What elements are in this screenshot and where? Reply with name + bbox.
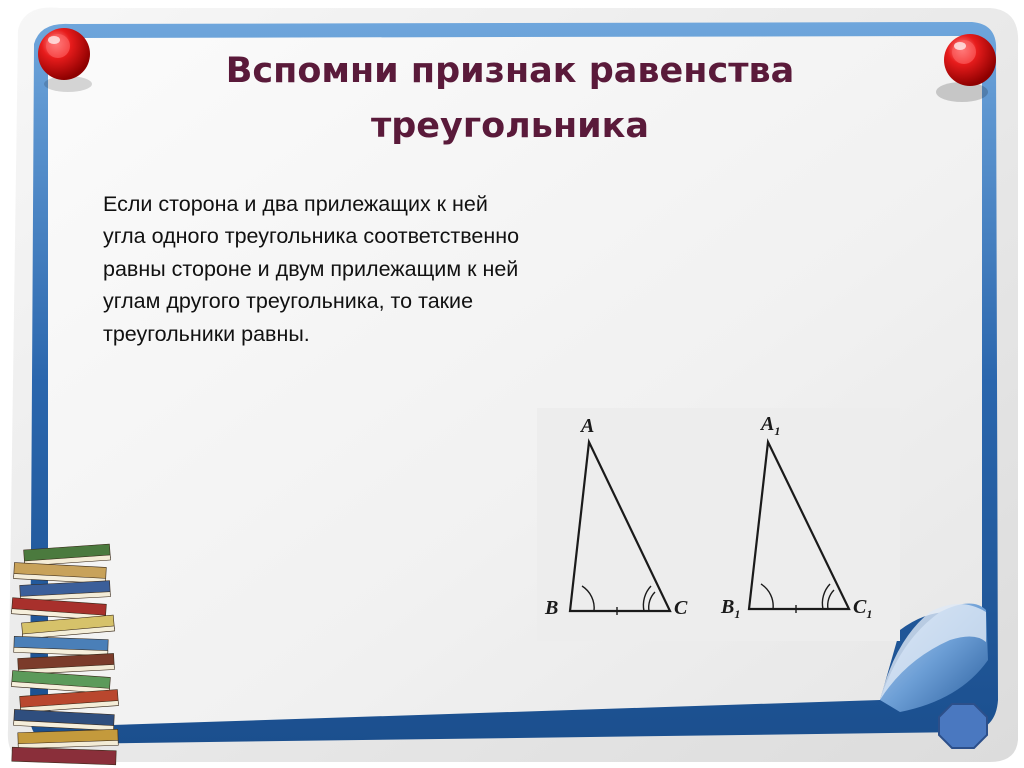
- title-line-2: треугольника: [370, 106, 650, 146]
- label-b1-letter: B: [721, 596, 735, 618]
- octagon-nav-button-icon: [939, 704, 987, 748]
- book-stack-icon: [0, 535, 150, 768]
- label-a1-letter: A: [761, 413, 775, 435]
- triangles-figure: [537, 408, 900, 641]
- label-c1-letter: C: [853, 596, 867, 618]
- next-slide-button[interactable]: [937, 702, 989, 750]
- label-c: C: [674, 597, 688, 619]
- title-line-1: Вспомни признак равенства: [225, 51, 795, 91]
- figure-background: [537, 408, 900, 641]
- label-a1-subscript: 1: [774, 424, 781, 438]
- label-a: A: [581, 415, 595, 437]
- slide-title: [160, 44, 860, 154]
- label-b1-subscript: 1: [734, 607, 741, 621]
- theorem-text: Если сторона и два прилежащих к ней угла одного треугольника соответственно равны стороне и двум прилежащим к ней углам другого треугольника, то такие треугольники равны.: [103, 192, 520, 346]
- pushpin-icon-left: [28, 18, 98, 98]
- label-b: B: [545, 597, 559, 619]
- pushpin-icon-right: [930, 26, 1004, 108]
- label-c1-subscript: 1: [866, 607, 873, 621]
